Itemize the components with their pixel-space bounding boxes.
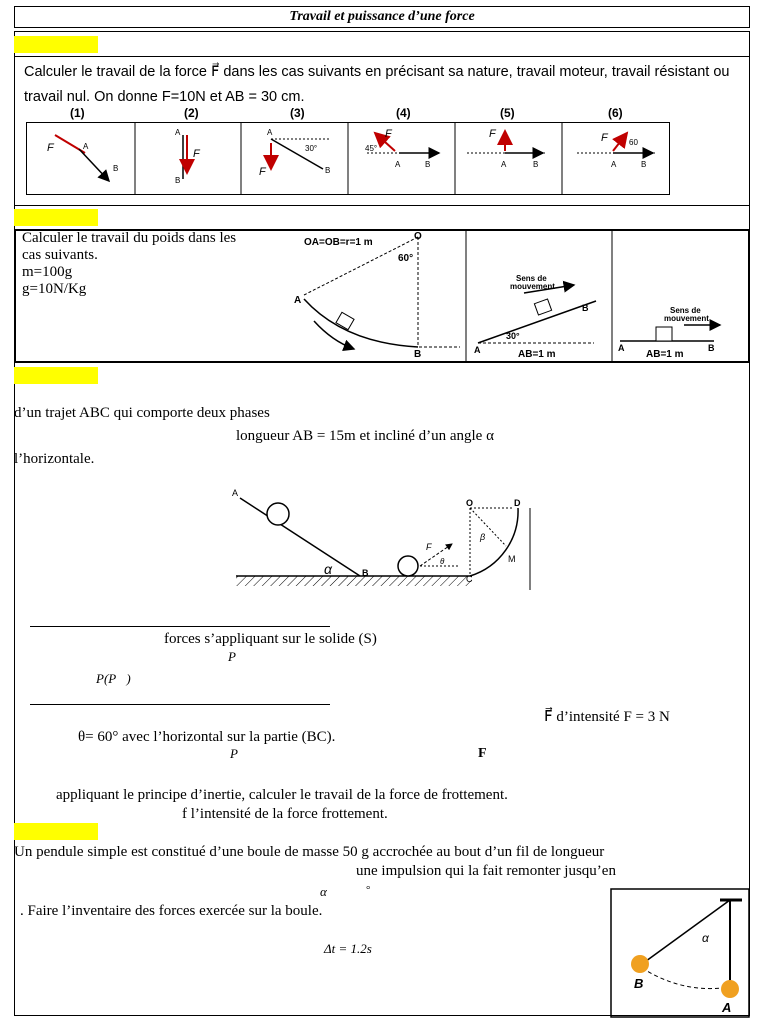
pendulum-figure [610, 888, 750, 1018]
ex3-vector-P: P⃗ [228, 649, 247, 664]
exercise-1-highlight [14, 36, 98, 53]
ex2-line-2: cas suivants. [22, 247, 98, 263]
ex3-vector-P-2: P⃗ [230, 746, 249, 761]
svg-text:60°: 60° [398, 253, 414, 264]
case-number-6: (6) [608, 106, 623, 120]
svg-text:mouvement: mouvement [510, 282, 555, 291]
svg-text:B: B [582, 303, 589, 313]
ex3-power-P: P(P⃗) [96, 671, 131, 686]
svg-text:θ: θ [440, 557, 445, 566]
ex4-line-1: Un pendule simple est constitué d’une boule de masse 50 g accrochée au bout d’un fil de longueur [14, 844, 605, 860]
svg-text:AB=1 m: AB=1 m [646, 349, 684, 360]
exercise-1-statement: Calculer le travail de la force F⃗ dans les cas suivants en précisant sa nature, travail moteur, travail résistant ou travail nul. On donne F=10N et AB = 30 cm. [24, 64, 730, 105]
svg-text:45°: 45° [365, 144, 378, 153]
svg-text:A: A [611, 160, 617, 169]
displacement-arrow-1 [79, 149, 109, 181]
svg-text:B: B [641, 160, 647, 169]
case-number-4: (4) [396, 106, 411, 120]
exercise-4-highlight [14, 823, 98, 840]
ex4-degree: ° [366, 884, 371, 896]
svg-text:B: B [325, 166, 331, 175]
svg-text:F: F [259, 166, 266, 178]
svg-text:B: B [533, 160, 539, 169]
svg-text:B: B [708, 343, 715, 353]
ex2-line-1: Calculer le travail du poids dans les [22, 230, 237, 246]
svg-text:B: B [175, 176, 181, 185]
svg-text:A: A [83, 142, 89, 151]
label-F-1: F [47, 142, 54, 154]
svg-text:B: B [634, 976, 644, 991]
svg-text:D: D [514, 498, 521, 508]
case-number-3: (3) [290, 106, 305, 120]
ex4-line-4: . Faire l’inventaire des forces exercée sur la boule. [20, 903, 323, 919]
answer-line-2 [30, 704, 330, 705]
svg-text:B: B [113, 164, 119, 173]
svg-text:α: α [324, 561, 332, 577]
ex4-duration: Δt = 1.2s [324, 941, 372, 956]
ex3-line-4: forces s’appliquant sur le solide (S) [164, 631, 377, 647]
svg-text:AB=1 m: AB=1 m [518, 349, 556, 360]
answer-line-1 [30, 626, 330, 627]
force-cases-diagram [27, 123, 671, 194]
svg-text:F: F [426, 542, 432, 552]
svg-text:A: A [618, 343, 625, 353]
ex3-line-3: l’horizontale. [14, 451, 95, 467]
exercise-3-highlight [14, 367, 98, 384]
svg-text:A: A [175, 128, 181, 137]
svg-text:A: A [474, 345, 481, 355]
svg-text:C: C [466, 574, 473, 584]
case-number-5: (5) [500, 106, 515, 120]
ex3-line-11: f l’intensité de la force frottement. [182, 806, 388, 822]
ex2-gravity: g=10N/Kg [22, 281, 87, 297]
svg-text:A: A [395, 160, 401, 169]
ex4-alpha: α [320, 884, 327, 899]
svg-text:30°: 30° [305, 144, 318, 153]
svg-text:F: F [193, 148, 200, 160]
exercise-2-statement [22, 230, 236, 298]
svg-text:B: B [414, 349, 422, 360]
ex3-angle: θ= 60° avec l’horizontal sur la partie (BC). [78, 729, 336, 745]
svg-text:β: β [480, 532, 486, 542]
svg-text:B: B [425, 160, 431, 169]
svg-text:O: O [414, 231, 422, 242]
ex3-line-10: appliquant le principe d’inertie, calculer le travail de la force de frottement. [56, 787, 508, 803]
svg-text:mouvement: mouvement [664, 314, 709, 323]
page-title: Travail et puissance d’une force [14, 6, 750, 28]
svg-text:A: A [267, 128, 273, 137]
ex2-mass: m=100g [22, 264, 73, 280]
svg-text:M: M [508, 554, 516, 564]
svg-text:F: F [489, 128, 496, 140]
exercise-2-figures [284, 231, 748, 361]
svg-text:60: 60 [629, 138, 638, 147]
case-number-2: (2) [184, 106, 199, 120]
svg-text:A: A [501, 160, 507, 169]
ex3-force-intensity: F⃗ d’intensité F = 3 N [544, 709, 670, 725]
svg-text:F: F [385, 128, 392, 140]
svg-text:A: A [232, 488, 239, 498]
svg-text:OA=OB=r=1 m: OA=OB=r=1 m [304, 237, 373, 248]
ex4-line-2: une impulsion qui la fait remonter jusqu’en [356, 863, 616, 879]
exercise-1-figures [26, 122, 670, 195]
svg-text:30°: 30° [506, 331, 520, 341]
svg-text:B: B [362, 568, 369, 578]
svg-text:Sens de: Sens de [670, 306, 701, 315]
ex3-line-2: longueur AB = 15m et incliné d’un angle α [236, 428, 494, 444]
ex3-vector-F: F⃗ [478, 746, 498, 761]
exercise-3-figure [230, 482, 534, 594]
exercise-2-highlight [14, 209, 98, 226]
svg-text:O: O [466, 498, 474, 508]
svg-text:α: α [702, 931, 709, 945]
svg-text:F: F [601, 132, 608, 144]
case-number-1: (1) [70, 106, 85, 120]
svg-text:A: A [722, 1000, 732, 1015]
ex3-line-1: d’un trajet ABC qui comporte deux phases [14, 405, 270, 421]
svg-text:A: A [294, 295, 302, 306]
svg-text:Sens de: Sens de [516, 274, 547, 283]
force-arrow-6 [613, 133, 627, 151]
